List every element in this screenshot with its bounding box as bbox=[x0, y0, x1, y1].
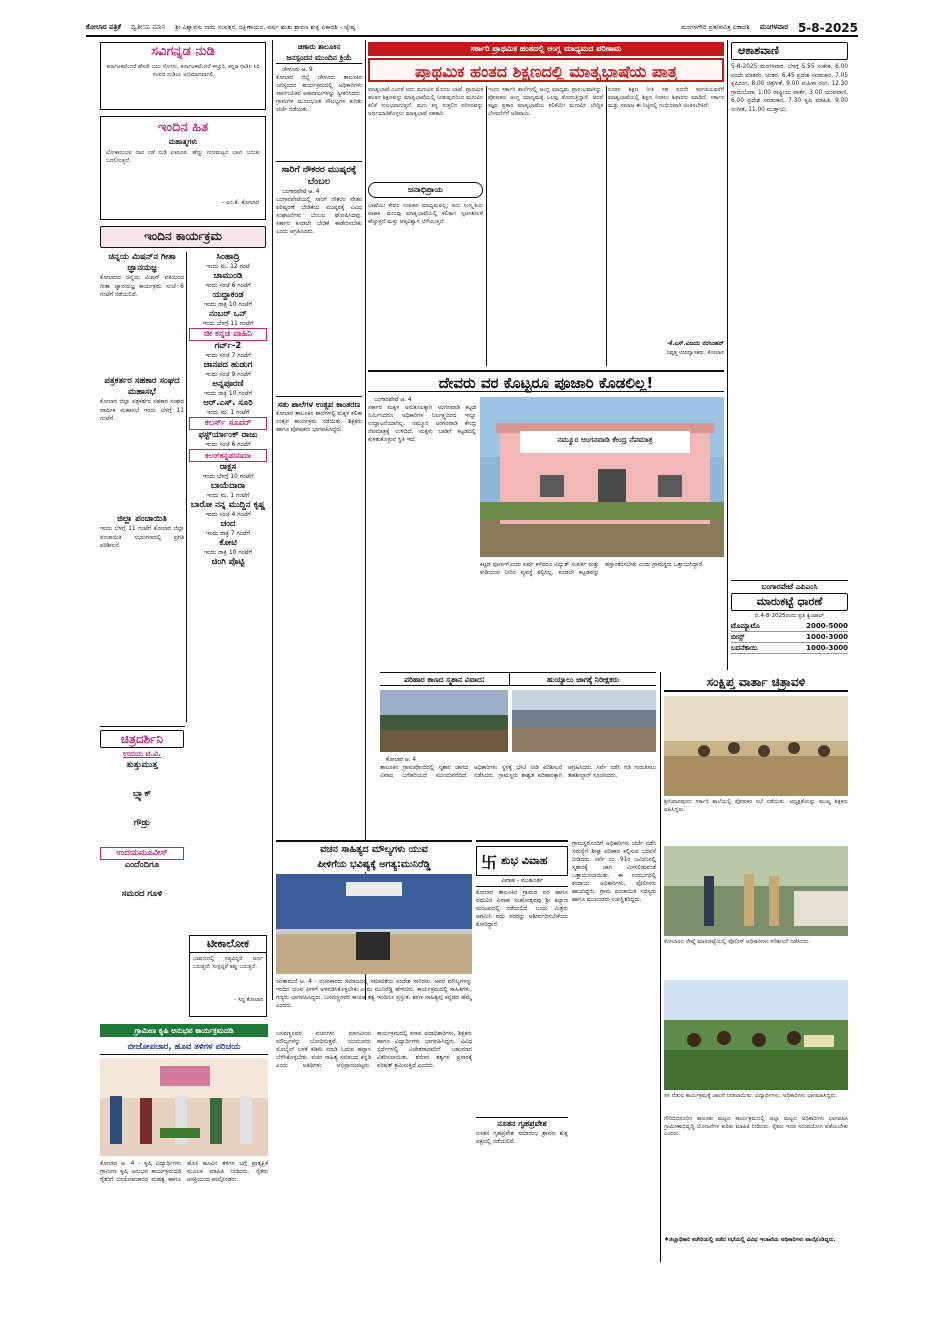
tv-program: ನಂಬರ್ ಒನ್ ಇಂದು ಬೆಳಗ್ಗೆ 11 ಗಂಟೆಗೆ bbox=[202, 309, 254, 327]
col2-heading: ಜನಸ್ಪಂದನ ಮುಂದಿನ ಕ್ರಿಯೆ bbox=[276, 52, 362, 64]
sankshipta-caption: ಕೋಲಾರದ ರೇಷ್ಮೆ ಮಾರುಕಟ್ಟೆಯಲ್ಲಿ ಪೊಲೀಸ್ ಅಧಿಕಾರಿಗಳು ಪರಿಶೀಲನೆ ನಡೆಸಿದರು. bbox=[664, 939, 811, 945]
market-box bbox=[731, 580, 848, 668]
program-block bbox=[100, 376, 184, 508]
mid-strip1: ಪರಿಹಾರ ಕಾಣದ ಸ್ಮಶಾನ ವಿವಾದ: bbox=[380, 673, 510, 685]
anganwadi-sign-text: ನಮ್ಮೂರ ಅಂಗನವಾಡಿ ಕೇಂದ್ರ ನೆಪಮಾತ್ರ bbox=[557, 435, 653, 444]
col2-heading: ಚಿಣಾರು ತಾಲೂಕಿನ bbox=[297, 43, 341, 51]
masthead bbox=[86, 20, 858, 37]
akashvani-title: ಆಕಾಶವಾಣಿ bbox=[731, 42, 848, 60]
subha-extra-title: ನೂತನ ಗೃಹಪ್ರವೇಶ bbox=[476, 1117, 568, 1130]
lead-author: -ಕೆ.ಎಸ್.ವಿಜಯ ನರಸಿಂಹನ್ bbox=[666, 340, 724, 347]
movie-item: ಎಂದೆಂದಿಗೂ bbox=[124, 860, 160, 870]
farm-photo bbox=[100, 1058, 268, 1156]
subha-title: 卐 ಶುಭ ವಿವಾಹ bbox=[476, 846, 568, 876]
lead-kicker: ಸರ್ಕಾರಿ ಪ್ರಾಥಮಿಕ ಹಂತದಲ್ಲಿ ಆಂಗ್ಲ ಮಾಧ್ಯಮದ ಪರಿಣಾಮ bbox=[368, 42, 724, 56]
movie-item: ಬ್ಲ್ಯಾಕ್ bbox=[133, 789, 151, 799]
hitha-box bbox=[100, 116, 266, 220]
bottom-kicker: ಗ್ರಾಮೀಣ ಕೃಷಿ ಅನುಭವ ಕಾರ್ಯಕ್ರಮದಡಿ bbox=[100, 1024, 268, 1037]
rightcol-text: ಗ್ರಾಮಸ್ಥರೊಂದಿಗೆ ಅಧಿಕಾರಿಗಳು ಚರ್ಚೆ ನಡೆಸಿ ಸಮಸ್ಯೆಗೆ ಶೀಘ್ರ ಪರಿಹಾರ ಕಲ್ಪಿಸುವ ಭರವಸೆ ನೀಡಿದರು. ಸರ್ವೆ ನಂ. 91ರ ಜಮೀನಿನಲ್ಲಿ ಸ್ಮಶಾನಕ್ಕೆ ಜಾಗ ಮೀಸಲಿಡುವಂತೆ ಒತ್ತಾಯಿಸಲಾಯಿತು. ಈ ಸಂದರ್ಭದಲ್ಲಿ ಕಂದಾಯ ಅಧಿಕಾರಿಗಳು, ಪೊಲೀಸರು ಹಾಜರಿದ್ದರು. ಗ್ರಾಮ ಪಂಚಾಯಿತಿ ಸದಸ್ಯರು ಹಾಗೂ ಮುಖಂಡರು ಉಪಸ್ಥಿತರಿದ್ದರು. bbox=[572, 841, 656, 903]
col2-text: ಬಂಗಾರಪೇಟೆಯಲ್ಲಿ ಸಾರಿಗೆ ನೌಕರರ ವೇತನ ಪರಿಷ್ಕರಣೆ ಬೇಡಿಕೆಯ ಮುಷ್ಕರಕ್ಕೆ ವಿವಿಧ ಸಂಘಟನೆಗಳು ಬೆಂಬಲ ಘೋಷಿಸಿದವು. ಸರ್ಕಾರ ಕೂಡಲೇ ಬೇಡಿಕೆ ಈಡೇರಿಸಬೇಕು ಎಂದು ಆಗ್ರಹಿಸಿದರು. bbox=[276, 197, 362, 235]
devaru-text: ಸರ್ಕಾರ ಮಕ್ಕಳ ಅನುಕೂಲಕ್ಕಾಗಿ ಅಂಗನವಾಡಿ ಕಟ್ಟಡ ನಿರ್ಮಿಸಿದರೂ ಅಧಿಕಾರಿಗಳ ನಿರ್ಲಕ್ಷ್ಯದಿಂದ ಇನ್ನೂ ಉದ್ಘಾಟನೆಯಾಗಿಲ್ಲ. ನಮ್ಮೂರ ಅಂಗನವಾಡಿ ಕೇಂದ್ರ ನೆಪಮಾತ್ರಕ್ಕೆ ಉಳಿದಿದೆ. ಮಕ್ಕಳು ಬಾಡಿಗೆ ಕಟ್ಟಡದಲ್ಲಿ ಕುಳಿತುಕೊಳ್ಳುವ ಸ್ಥಿತಿ ಇದೆ. bbox=[368, 405, 476, 443]
nudi-text: ಕರ್ನಾಟಕವೆಂದರೆ ಹೆಸರೇ ಬಲು ಸೊಗಸು, ಕರ್ನಾಟಕವೆಂದರೆ ಕಸ್ತೂರಿ, ಕನ್ನಡ ನಾಡಿನ ಸಿರಿ ಸಂಪದ ನುಡಿಯ ಅಭಿಮಾನವಾಗಲಿ bbox=[106, 64, 260, 78]
channel-label: ಜೀ ಕನ್ನಡ ವಾಹಿನಿ bbox=[189, 328, 267, 341]
movie-item: ಸಮರದ ಗೂಳಿ bbox=[121, 889, 163, 899]
hitha-sub: ಮಹಾತ್ಮಗಳು bbox=[168, 138, 198, 146]
karyakrama-title: ಇಂದಿನ ಕಾರ್ಯಕ್ರಮ bbox=[100, 226, 266, 248]
sankshipta-text: ಗೌರಿಬಿದನೂರಿನ ತಾಲೂಕು ಮಟ್ಟದ ಕಾರ್ಯಕ್ರಮದಲ್ಲಿ ಜಿಲ್ಲಾ ಮಟ್ಟದ ಅಧಿಕಾರಿಗಳು ಭಾಗವಹಿಸಿ ಗ್ರಾಮೀಣಾಭಿವೃದ್ಧಿ ಯೋಜನೆಗಳ ಕುರಿತು ಮಾಹಿತಿ ನೀಡಿದರು. ರೈತರು ಇದರ ಸದುಪಯೋಗ ಪಡೆಯಬೇಕು ಎಂದರು. bbox=[664, 1116, 848, 1137]
lead-tag bbox=[368, 182, 483, 198]
plantation-photo bbox=[664, 980, 848, 1090]
tv-program: ಗರ್ವ್-2 ಇಂದು ಸಂಜೆ 7 ಗಂಟೆಗೆ bbox=[205, 341, 251, 359]
crowd-illustration bbox=[380, 690, 508, 752]
lead-title: ಪ್ರಾಥಮಿಕ ಹಂತದ ಶಿಕ್ಷಣದಲ್ಲಿ ಮಾತೃಭಾಷೆಯ ಪಾತ್ರ bbox=[368, 58, 724, 82]
program-title: ಜಿಲ್ಲಾ ಪಂಚಾಯಿತಿ bbox=[117, 514, 167, 524]
tv-program: ಸಿಂಹಾದ್ರಿ ಇಂದು ಮ. 12 ಗಂಟೆ bbox=[206, 252, 250, 270]
tv-program: ಆರ್.ಎಸ್. ಸೂರಿ ಇಂದು ಮ. 1 ಗಂಟೆಗೆ bbox=[203, 398, 253, 416]
crowd-photo-1 bbox=[380, 690, 508, 752]
market-row: ಬೀನ್ಸ್ 1000-3000 bbox=[731, 633, 848, 641]
devaru-title: ದೇವರು ವರ ಕೊಟ್ಟರೂ ಪೂಜಾರಿ ಕೊಡಲಿಲ್ಲ! bbox=[368, 370, 724, 392]
hitha-author: - ಎಂ.ಕೆ. ಕೋಲಾರ bbox=[222, 199, 259, 206]
movie-item: ಗೌಡ್ರು bbox=[133, 818, 151, 828]
masthead-paper: ಕೋಲಾರ ಪತ್ರಿಕೆ bbox=[86, 23, 121, 31]
meeting-illustration bbox=[664, 696, 848, 796]
subha-sub: ವಿವಾಹ - ಮುಹೂರ್ತ bbox=[476, 876, 568, 887]
program-block bbox=[100, 514, 184, 605]
subha-text: ಕೋಲಾರ ತಾಲೂಕಿನ ಗ್ರಾಮದ ವರ ಹಾಗೂ ವಧುವಿನ ವಿವಾಹ ಮಹೋತ್ಸವವು ಶ್ರೀ ಕಲ್ಯಾಣ ಮಂಟಪದಲ್ಲಿ ನಡೆಯಲಿದೆ. ಬಂಧು ಮಿತ್ರರು ಆಗಮಿಸಿ ವಧು ವರರನ್ನು ಆಶೀರ್ವದಿಸಬೇಕೆಂದು ಕೋರಿದ್ದಾರೆ. bbox=[476, 890, 568, 928]
program-block bbox=[100, 252, 184, 370]
sankshipta-caption: ಶ್ರೀನಿವಾಸಪುರದ ಸರ್ಕಾರಿ ಶಾಲೆಯಲ್ಲಿ ಪೋಷಕರ ಸಭೆ ನಡೆಯಿತು. ಅಧ್ಯಕ್ಷತೆಯನ್ನು ಮುಖ್ಯ ಶಿಕ್ಷಕರು ವಹಿಸಿದ್ದರು. bbox=[664, 799, 848, 813]
inspection-photo bbox=[664, 846, 848, 936]
market-title: ಮಾರುಕಟ್ಟೆ ಧಾರಣೆ bbox=[731, 593, 848, 611]
chitra-sub: ಉದಯ ಟಿ.ವಿ. bbox=[123, 749, 161, 758]
tv-program: ಚಿಂಗಿ ಪೊಟ್ಟಿ bbox=[211, 557, 245, 567]
program-title: ಪತ್ರಕರ್ತರ ಸಹಕಾರ ಸಂಘದ ಮಹಾಸಭೆ bbox=[104, 376, 180, 397]
devaru-text-under: ಕಟ್ಟಡ ಪೂರ್ಣಗೊಂಡು ವರ್ಷ ಕಳೆದರೂ ವಿದ್ಯುತ್ ಸಂಪರ್ಕ ಮತ್ತು ಕುಡಿಯುವ ನೀರಿನ ವ್ಯವಸ್ಥೆ ಕಲ್ಪಿಸಿಲ್ಲ. ಕೂಡಲೇ ಕಟ್ಟಡವನ್ನು ಹಸ್ತಾಂತರಿಸಬೇಕು ಎಂದು ಗ್ರಾಮಸ್ಥರು ಒತ್ತಾಯಿಸಿದ್ದಾರೆ. bbox=[480, 562, 704, 576]
program-title: ಚಿನ್ನಯ ಮಿಷನ್‌ನ ಗೀತಾ ಜ್ಞಾನಯಜ್ಞ bbox=[108, 252, 176, 273]
sankshipta-final-caption: ♦ಜಿಲ್ಲಾಧಿಕಾರಿ ಕಚೇರಿಯಲ್ಲಿ ನಡೆದ ಸಭೆಯಲ್ಲಿ ವಿವಿಧ ಇಲಾಖೆಯ ಅಧಿಕಾರಿಗಳು ಪಾಲ್ಗೊಂಡಿದ್ದರು. bbox=[664, 1237, 836, 1243]
akashvani-text: 5-8-2025 ಮಂಗಳವಾರ. ಬೆಳಗ್ಗೆ 5.55 ಸಂಕೇತ, 6.00 ವಂದೇ ಮಾತರಂ, ಚಿಂತನ, 6.45 ಪ್ರದೇಶ ಸಮಾಚಾರ, 7.05 ಕೃಷಿರಂಗ, 8.00 ಚಿತ್ರಗೀತೆ, 9.00 ಮಹಿಳಾ ರಂಗ, 12.30 ಗ್ರಾಮಲೋಕ, 1.00 ರಾಷ್ಟ್ರೀಯ ವಾರ್ತೆ, 3.00 ಯುವವಾಣಿ, 6.00 ಪ್ರದೇಶ ಸಮಾಚಾರ, 7.30 ಕೃಷಿ ಮಾಹಿತಿ, 9.00 ಸಂಗೀತ, 11.00 ಮುಕ್ತಾಯ. bbox=[731, 64, 848, 113]
swastika-icon: 卐 bbox=[481, 852, 498, 872]
sahitya-photo bbox=[276, 874, 472, 974]
masthead-festival: ಮಂಗಳಗೌರಿ ವ್ರತ/ಪವಿತ್ರ ಏಕಾದಶಿ bbox=[680, 23, 750, 31]
subha-box bbox=[476, 840, 568, 1220]
movie-item: ತುತ್ತುಮುತ್ತ bbox=[126, 760, 158, 770]
sahitya-title: ವಚನ ಸಾಹಿತ್ಯದ ಮೌಲ್ಯಗಳು ಯುವ ಪೀಳಿಗೆಯ ಭವಿಷ್ಯಕ್ಕೆ ಅಗತ್ಯ:ಮುನಿರೆಡ್ಡಿ bbox=[276, 840, 472, 872]
channel-label: ಉದಯಮೂವೀಸ್ bbox=[100, 847, 184, 860]
tv-program: ಯದ್ದಾಕಂಡ ಇಂದು ರಾತ್ರಿ 10 ಗಂಟೆಗೆ bbox=[204, 290, 252, 308]
col2-heading: ಸತು ಶಾಲೆಗಳ ಉತ್ಸವ ಕಾಂತರಣ bbox=[276, 396, 362, 410]
col2-text: ಕೋಲಾರ ಜಿಲ್ಲೆ ಚೇಳೂರು ತಾಲೂಕಿನ ಜನಸ್ಪಂದನ ಕಾರ್ಯಕ್ರಮದಲ್ಲಿ ಅಧಿಕಾರಿಗಳು ಸಾರ್ವಜನಿಕರ ಅಹವಾಲುಗಳನ್ನು ಸ್ವೀಕರಿಸಿದರು. ಗ್ರಾಮಗಳ ಮೂಲಭೂತ ಸೌಲಭ್ಯಗಳ ಕುರಿತು ಚರ್ಚೆ ನಡೆಯಿತು. bbox=[276, 75, 362, 113]
hitha-text: ಲೋಕಾನುಭವ ದಾನ ನಡೆ ನುಡಿ ಏಕರೂಪ. ಹೆಣ್ಣು ಗುಣಮಟ್ಟದ ಬಾಳು ಬದುಕು ಬದಲಿಸುತ್ತದೆ. bbox=[106, 150, 260, 164]
tika-author: - ಸಿದ್ಧ ಕೋಲಾರ bbox=[234, 997, 263, 1003]
bottom-title: ಬೀಜೋಪಚಾರ, ಹೂವ ತಳಿಗಳ ಪರಿಚಯ bbox=[100, 1039, 268, 1055]
masthead-info: ಶ್ರೀ ವಿಶ್ವಾವಸು ನಾಮ ಸಂವತ್ಸರ, ದಕ್ಷಿಣಾಯನ, ವರ್ಷ ಋತು ಶ್ರಾವಣ ಶುಕ್ಲ ಏಕಾದಶಿ - ಜ್ಯೇಷ್ಠ bbox=[175, 23, 356, 31]
lead-text: ಭಾಷೆಯು ಕೇವಲ ಸಂವಹನ ಮಾಧ್ಯಮವಲ್ಲ; ಅದು ಸಂಸ್ಕೃತಿಯ ವಾಹಕ. ಮಗುವು ಮಾತೃಭಾಷೆಯಲ್ಲಿ ಕಲಿತಾಗ ಸೃಜನಶೀಲತೆ ಹೆಚ್ಚುತ್ತದೆ ಮತ್ತು ಆತ್ಮವಿಶ್ವಾಸ ಬೆಳೆಯುತ್ತದೆ. bbox=[368, 203, 483, 225]
mid-text: ತಾಲೂಕಿನ ಗ್ರಾಮವೊಂದರಲ್ಲಿ ಸ್ಮಶಾನ ಜಾಗದ ವಿವಾದ ಬಗೆಹರಿಯದೆ ಮುಂದುವರೆದಿದೆ. ಅಧಿಕಾರಿಗಳು ಸ್ಥಳಕ್ಕೆ ಭೇಟಿ ನೀಡಿ ಪರಿಶೀಲನೆ ನಡೆಸಿದರು. ಗ್ರಾಮಸ್ಥರು ಶಾಶ್ವತ ಪರಿಹಾರಕ್ಕಾಗಿ ಆಗ್ರಹಿಸಿದರು. ಸರ್ವೆ ನಡೆಸಿ ಗಡಿ ಗುರುತಿಸಲು ತಹಶೀಲ್ದಾರ್ ಸೂಚಿಸಿದರು. bbox=[380, 765, 656, 779]
sahitya-text: ಚಿಂತಾಮಣಿ ಆ. 4 - ವಚನಕಾರರು ಸಮಾಜದಲ್ಲಿ ಸಮಾನತೆಯ ಸಂದೇಶ ಸಾರಿದರು. ಅವರ ಮೌಲ್ಯಗಳನ್ನು ಇಂದಿನ ಯುವ ಪೀಳಿಗೆ ಅಳವಡಿಸಿಕೊಳ್ಳಬೇಕು ಎಂದು ಮುನಿರೆಡ್ಡಿ ಹೇಳಿದರು. ಕಾರ್ಯಕ್ರಮದಲ್ಲಿ ಸಾಹಿತಿಗಳು, ಗಣ್ಯರು ಭಾಗವಹಿಸಿದ್ದರು. ಬಸವಣ್ಣನವರ ಕಾಯಕ ತತ್ವ ಇಂದಿಗೂ ಪ್ರಸ್ತುತ. ಶರಣ ಸಾಹಿತ್ಯವು ಕನ್ನಡದ ಹೆಮ್ಮೆ ಎಂದರು. bbox=[276, 979, 472, 1009]
tv-program: ರಾಕ್ಷಸ ಇಂದು ಬೆಳಗ್ಗೆ 10 ಗಂಟೆಗೆ bbox=[202, 462, 254, 480]
akashvani-box bbox=[731, 42, 848, 574]
market-date: ದಿ.4-8-2025ರಂದು ಪ್ರತಿ ಕ್ವಿಂಟಾಲ್ bbox=[754, 613, 825, 619]
meeting-photo bbox=[664, 696, 848, 796]
lead-text: ಮಾತೃಭಾಷೆ ಎಂದರೆ ಅದು ಮಗುವಿನ ಮೊದಲ ಭಾಷೆ. ಪ್ರಾಥಮಿಕ ಹಂತದ ಶಿಕ್ಷಣವನ್ನು ಮಾತೃಭಾಷೆಯಲ್ಲಿ ನೀಡುವುದರಿಂದ ಮಗುವಿನ ಕಲಿಕೆ ಸುಲಭವಾಗುತ್ತದೆ. ಮಗು ತನ್ನ ಸುತ್ತಲಿನ ಪರಿಸರವನ್ನು ಅರ್ಥಮಾಡಿಕೊಳ್ಳಲು ಮಾತೃಭಾಷೆ ಸಹಕಾರಿ. bbox=[368, 87, 483, 117]
bottom-text: ಕೋಲಾರ ಆ. 4 - ಕೃಷಿ ವಿದ್ಯಾರ್ಥಿಗಳು ಗ್ರಾಮೀಣ ಕೃಷಿ ಅನುಭವ ಕಾರ್ಯಕ್ರಮದಡಿ ರೈತರಿಗೆ ಬೀಜೋಪಚಾರದ ಮಹತ್ವ ಹಾಗೂ ಹೊಸ ಹೂವಿನ ತಳಿಗಳ ಬಗ್ಗೆ ಪ್ರಾತ್ಯಕ್ಷಿಕೆ ಮೂಲಕ ಮಾಹಿತಿ ನೀಡಿದರು. ರೈತರು ಆಸಕ್ತಿಯಿಂದ ಪಾಲ್ಗೊಂಡರು. bbox=[100, 1161, 268, 1183]
masthead-day: ಮಂಗಳವಾರ bbox=[759, 23, 788, 31]
tv-program: ಫಸ್ಟ್‌ರ್ಯಾಂಕ್ ರಾಜು ಇಂದು ಸಂಜೆ 6 ಗಂಟೆಗೆ bbox=[198, 430, 258, 448]
program-text: ಕೋಲಾರ ಜಿಲ್ಲಾ ಪತ್ರಕರ್ತರ ಸಹಕಾರ ಸಂಘದ ವಾರ್ಷಿಕ ಮಹಾಸಭೆ ಇಂದು ಬೆಳಗ್ಗೆ 11 ಗಂಟೆಗೆ. bbox=[100, 399, 184, 422]
lead-body bbox=[368, 86, 724, 366]
tv-program: ಅನ್ನಪೂರಣಿ ಇಂದು ರಾತ್ರಿ 10 ಗಂಟೆಗೆ bbox=[204, 379, 252, 397]
crowd-illustration bbox=[512, 690, 656, 752]
mid-date: ಕೋಲಾರ ಆ. 4 bbox=[386, 757, 417, 763]
lead-author-designation: ನಿವೃತ್ತ ಉಪನ್ಯಾಸಕರು, ಕೋಲಾರ bbox=[666, 350, 724, 356]
subha-extra-text: ನೂತನ ಗೃಹಪ್ರವೇಶ ಸಮಾರಂಭ ಶ್ರಾವಣ ಶುಕ್ಲ ಪಕ್ಷದಲ್ಲಿ ನಡೆಯಲಿದೆ. bbox=[476, 1131, 568, 1145]
dateline: ಬಂಗಾರಪೇಟೆ ಆ. 4 bbox=[282, 189, 320, 195]
programs-right bbox=[189, 252, 267, 722]
col2-text: ಕೋಲಾರ ತಾಲೂಕಿನ ಶಾಲೆಗಳಲ್ಲಿ ಮಕ್ಕಳ ಕಲಿಕಾ ಉತ್ಸವ ಕಾರ್ಯಕ್ರಮ ನಡೆಯಿತು. ಶಿಕ್ಷಕರು ಹಾಗೂ ಪೋಷಕರು ಭಾಗವಹಿಸಿದ್ದರು. bbox=[276, 411, 362, 433]
market-row: ಬದನೆಕಾಯಿ 1000-3000 bbox=[731, 644, 848, 652]
tv-program: ಬಾರೋ ನನ್ನ ಮುದ್ದಿನ ಕೃಷ್ಣ ಇಂದು ಸಂಜೆ 4 ಗಂಟೆಗೆ bbox=[190, 500, 266, 518]
programs-left bbox=[100, 252, 184, 722]
crowd-photo-2 bbox=[512, 690, 656, 752]
lead-tag-text: ಜನಾಭಿಪ್ರಾಯ bbox=[408, 185, 443, 194]
nudi-box bbox=[100, 42, 266, 110]
tv-program: ಬಾಯೆದಾರಾ ಇಂದು ಮ. 1 ಗಂಟೆಗೆ bbox=[206, 481, 250, 499]
nudi-title: ಸವಿಗನ್ನಡ ನುಡಿ bbox=[151, 44, 215, 59]
mid-strip bbox=[380, 672, 656, 686]
channel-label: ಕಲರ್ಸ್ ಸೂಪರ್ bbox=[189, 417, 267, 430]
tika-title: ಟೀಕಾಲೋಕ bbox=[190, 936, 266, 953]
plantation-illustration bbox=[664, 980, 848, 1090]
lead-text: ನೂತನ ಶಿಕ್ಷಣ ನೀತಿ ಸಹ ಐದನೇ ತರಗತಿಯವರೆಗೆ ಮಾತೃಭಾಷೆಯಲ್ಲಿ ಶಿಕ್ಷಣ ನೀಡಲು ಶಿಫಾರಸು ಮಾಡಿದೆ. ಸರ್ಕಾರ ಮತ್ತು ಸಮಾಜ ಈ ನಿಟ್ಟಿನಲ್ಲಿ ಗಂಭೀರವಾಗಿ ಚಿಂತಿಸಬೇಕಿದೆ. bbox=[608, 87, 724, 109]
mid-strip2: ಹುಯ್ಯಾಲು ಜಾಗಕ್ಕೆ ನಿರೀಕ್ಷಕರು bbox=[547, 675, 619, 684]
chitra-title: ಚಿತ್ರದರ್ಶಿನಿ bbox=[100, 730, 184, 748]
lead-text: ಇಂದು ಸರ್ಕಾರಿ ಶಾಲೆಗಳಲ್ಲಿ ಆಂಗ್ಲ ಮಾಧ್ಯಮ ಪ್ರಾರಂಭವಾಗಿದ್ದು, ಪೋಷಕರು ಆಂಗ್ಲ ಮಾಧ್ಯಮಕ್ಕೆ ಒಲವು ತೋರುತ್ತಿದ್ದಾರೆ. ಆದರೆ ತಜ್ಞರ ಪ್ರಕಾರ ಮಾತೃಭಾಷೆಯ ಕಲಿಕೆಯೇ ಮಗುವಿನ ಬೌದ್ಧಿಕ ಬೆಳವಣಿಗೆಗೆ ಅಡಿಪಾಯ. bbox=[488, 87, 603, 117]
inspection-illustration bbox=[664, 846, 848, 936]
channel-label: ಕಲರ್‌ಕನ್ನಡಸಿನಿಮಾ bbox=[189, 449, 267, 462]
anganwadi-building-illustration bbox=[480, 397, 724, 557]
program-text: ಇಂದು ಬೆಳಗ್ಗೆ 11 ಗಂಟೆಗೆ ಕೋಲಾರ ಜಿಲ್ಲಾ ಪಂಚಾಯಿತಿ ಸಭಾಂಗಣದಲ್ಲಿ ಪ್ರಗತಿ ಪರಿಶೀಲನೆ. bbox=[100, 526, 184, 549]
tika-text: ಭಾಷಣದಲ್ಲಿ ಸತ್ಯವಿದ್ದರೆ ಅರ್ಥ ಬರುತ್ತದೆ; ಸುಳ್ಳಿದ್ದರೆ ತಪ್ಪು ಬರುತ್ತದೆ. bbox=[193, 956, 263, 970]
stage-illustration bbox=[276, 874, 472, 974]
tv-program: ಚಾಮುಂಡಿ ಇಂದು ಸಂಜೆ 6 ಗಂಟೆಗೆ bbox=[205, 271, 251, 289]
hitha-title: ಇಂದಿನ ಹಿತ bbox=[157, 120, 209, 135]
farm-demo-illustration bbox=[100, 1058, 268, 1156]
chitra-box bbox=[100, 730, 184, 1020]
tika-box bbox=[189, 935, 267, 1017]
tv-program: ಜಾನಪದ ಹುಡುಗ ಇಂದು ಸಂಜೆ 9 ಗಂಟೆಗೆ bbox=[203, 360, 253, 378]
anganwadi-photo bbox=[480, 397, 724, 557]
sankshipta-title: ಸಂಕ್ಷಿಪ್ತ ವಾರ್ತಾ ಚಿತ್ರಾವಳಿ bbox=[664, 672, 848, 692]
col2-heading: ಸಾರಿಗೆ ನೌಕರರ ಮುಷ್ಕರಕ್ಕೆ ಬೆಂಬಲ bbox=[276, 161, 362, 188]
bottom-middle-text: ಬಸವಣ್ಣನವರ ವಚನಗಳು ಮಾನವೀಯ ಮೌಲ್ಯಗಳನ್ನು ಬೋಧಿಸುತ್ತವೆ. ಯುವಜನರು ಮೊಬೈಲ್ ಬಳಕೆ ಕಡಿಮೆ ಮಾಡಿ ಓದುವ ಹವ್ಯಾಸ ಬೆಳೆಸಿಕೊಳ್ಳಬೇಕು. ವಚನ ಸಾಹಿತ್ಯ ಸಮಾಜದ ಕನ್ನಡಿ ಎಂದು ಅತಿಥಿಗಳು ಅಭಿಪ್ರಾಯಪಟ್ಟರು. ಕಾರ್ಯಕ್ರಮದಲ್ಲಿ ಕಸಾಪ ಪದಾಧಿಕಾರಿಗಳು, ಶಿಕ್ಷಕರು ಹಾಗೂ ವಿದ್ಯಾರ್ಥಿಗಳು ಭಾಗವಹಿಸಿದ್ದರು. ವಿವಿಧ ಸ್ಪರ್ಧೆಗಳಲ್ಲಿ ವಿಜೇತರಾದವರಿಗೆ ಬಹುಮಾನ ವಿತರಿಸಲಾಯಿತು. ಶರಣರ ತತ್ವಗಳ ಪ್ರಸಾರಕ್ಕೆ ಪರಿಷತ್ ಶ್ರಮಿಸುತ್ತಿದೆ ಎಂದರು. bbox=[276, 1031, 472, 1069]
masthead-volume: ದ್ವಿತೀಯ ಮಾಸ bbox=[130, 23, 166, 31]
program-text: ಕೋಲಾರದ ಚಿನ್ನಯ ಮಿಷನ್ ವತಿಯಿಂದ ಗೀತಾ ಜ್ಞಾನಯಜ್ಞ ಕಾರ್ಯಕ್ರಮ ಸಂಜೆ 6 ಗಂಟೆಗೆ ನಡೆಯಲಿದೆ. bbox=[100, 275, 184, 298]
tv-program: ಕೋಟಿ ಇಂದು ರಾತ್ರಿ 10 ಗಂಟೆಗೆ bbox=[204, 538, 252, 556]
devaru-date: ಬಂಗಾರಪೇಟೆ ಆ. 4 bbox=[374, 397, 412, 403]
market-row: ಟೊಮ್ಯಾಟೊ 2000-5000 bbox=[731, 622, 848, 630]
dateline: ಚೇಳೂರು ಆ. 9 bbox=[282, 67, 313, 73]
masthead-date: 5-8-2025 bbox=[797, 20, 858, 35]
sankshipta-caption: ಸಸಿ ನೆಡುವ ಕಾರ್ಯಕ್ರಮಕ್ಕೆ ಚಾಲನೆ ನೀಡಲಾಯಿತು. ವಿದ್ಯಾರ್ಥಿಗಳು, ಅಧಿಕಾರಿಗಳು ಭಾಗವಹಿಸಿದ್ದರು. bbox=[664, 1093, 838, 1099]
tv-program: ಚಂದ ಇಂದು ರಾತ್ರಿ 7 ಗಂಟೆಗೆ bbox=[205, 519, 251, 537]
market-city: ಬಂಗಾರಪೇಟೆ ಎಪಿಎಂಸಿ bbox=[761, 582, 818, 591]
